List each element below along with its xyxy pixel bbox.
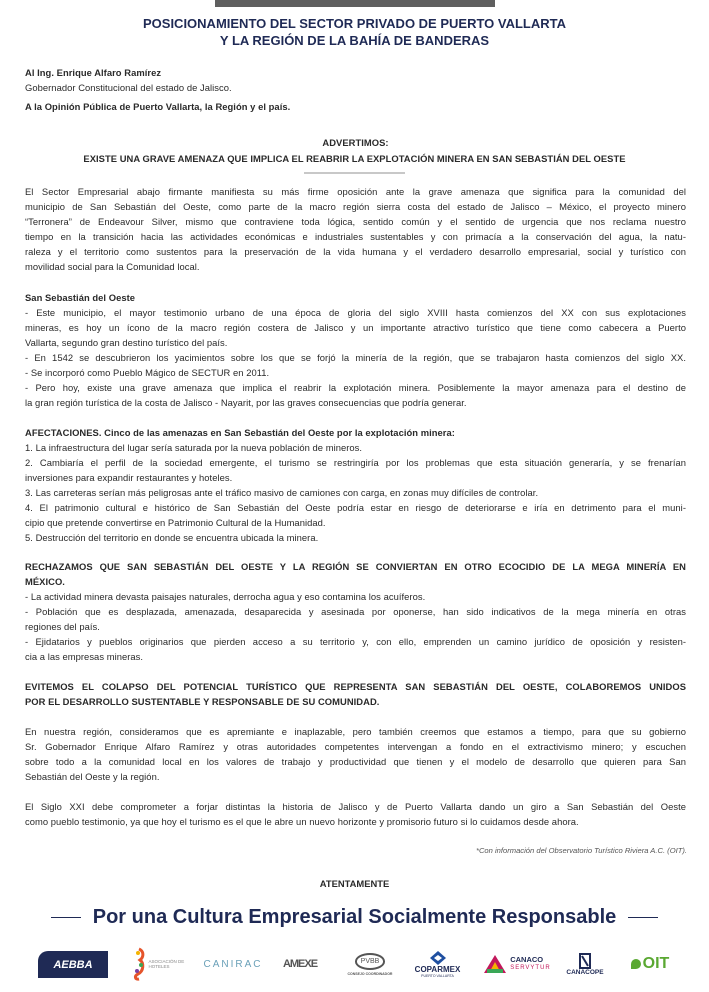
list-item: 4. El patrimonio cultural e histórico de San Sebastián del Oeste podría estar en riesgo de deteriorarse e iría en detrimento para el muni- — [25, 502, 686, 513]
pvbb-logo-text: PVBB — [355, 953, 386, 970]
text-line: raleza y el territorio como sustentos para la preservación de la vida humana y el verdadero desarrollo empresarial, social y turístico con — [25, 246, 686, 257]
list-item: - La actividad minera devasta paisajes naturales, derrocha agua y eso contamina los acuíferos. — [25, 591, 426, 602]
section-heading: AFECTACIONES. Cinco de las amenazas en San Sebastián del Oeste por la explotación minera: — [25, 427, 455, 438]
text-line: En nuestra región, consideramos que es apremiante e inaplazable, pero también creemos que estamos a tiempo, para que su gobierno — [25, 726, 686, 737]
oit-leaf-icon — [631, 959, 641, 969]
coparmex-logo-subtext: PUERTO VALLARTA — [421, 973, 454, 978]
oit-logo-text: OIT — [642, 955, 670, 972]
text-line: sobre todo a la comunidad local en los valores de trabajo y productividad que tienen y el modelo de desarrollo que quieren para San — [25, 756, 686, 767]
text-line: como pueblo testimonio, ya que hoy el turismo es el que le abre un nuevo horizonte y promisorio futuro si lo cuidamos desde ahora. — [25, 816, 579, 827]
sponsor-logos — [35, 945, 680, 985]
addressee-block — [25, 65, 686, 95]
text-line: movilidad social para la Comunidad local. — [25, 261, 200, 272]
canaco-logo-text: CANACO — [510, 955, 544, 964]
warning-heading: ADVERTIMOS: — [322, 137, 389, 148]
text-line: - Este municipio, el mayor testimonio urbano de una época de gloria del siglo XVIII hasta comienzos del XX con sus explotaciones — [25, 307, 686, 318]
list-item: inversiones para expandir restaurantes y hoteles. — [25, 472, 233, 483]
text-line: - Pero hoy, existe una grave amenaza que implica el reabrir la explotación minera. Posiblemente la mayor amenaza para el destino de — [25, 382, 686, 393]
siglo-paragraph — [25, 799, 686, 829]
pvbb-logo-subtext: CONSEJO COORDINADOR — [347, 971, 393, 976]
slogan-rule-right — [628, 917, 658, 918]
list-item: 1. La infraestructura del lugar sería saturada por la nueva población de mineros. — [25, 442, 363, 453]
section-heading: RECHAZAMOS QUE SAN SEBASTIÁN DEL OESTE Y LA REGIÓN SE CONVIERTAN EN OTRO ECOCIDIO DE LA MEGA MINERÍA EN — [25, 561, 686, 572]
section-heading: POR EL DESARROLLO SUSTENTABLE Y RESPONSABLE DE SU COMUNIDAD. — [25, 696, 380, 707]
addressee-name: Al Ing. Enrique Alfaro Ramírez — [25, 67, 162, 78]
document-title-line2: Y LA REGIÓN DE LA BAHÍA DE BANDERAS — [219, 33, 490, 48]
section-heading: EVITEMOS EL COLAPSO DEL POTENCIAL TURÍSTICO QUE REPRESENTA SAN SEBASTIÁN DEL OESTE, COLABOREMOS UNIDOS — [25, 681, 686, 692]
section-heading: San Sebastián del Oeste — [25, 292, 136, 303]
afectaciones-section — [25, 425, 686, 545]
text-line: Sr. Gobernador Enrique Alfaro Ramírez y otras autoridades competentes intervengan a fondo en el extractivismo minero; y escuchen — [25, 741, 686, 752]
text-line: - En 1542 se descubrieron los yacimientos sobre los que se forjó la minería de la región, que se trabajaron hasta comienzos del siglo XX. — [25, 352, 686, 363]
closing: ATENTAMENTE — [319, 878, 390, 889]
text-line: El Siglo XXI debe comprometer a forjar distintas la historia de Jalisco y de Puerto Vallarta dando un giro a San Sebastián del Oeste — [25, 801, 686, 812]
list-item: - Ejidatarios y pueblos originarios que pierden acceso a su territorio y, con ello, emprenden un camino jurídico de oposición y resisten- — [25, 636, 686, 647]
top-bar — [215, 0, 495, 7]
text-line: “Terronera” de Endeavour Silver, mismo que contraviene toda lógica, sentido común y el sentido de urgencia que nos reclama nuestro — [25, 216, 686, 227]
section-heading: MÉXICO. — [25, 576, 65, 587]
coparmex-logo — [405, 945, 470, 983]
coparmex-logo-text: COPARMEX — [414, 964, 461, 974]
canaco-logo-subtext: SERVYTUR — [510, 965, 551, 971]
rechazamos-section — [25, 559, 686, 664]
canacope-logo — [560, 945, 610, 983]
list-item: 2. Cambiaría el perfil de la sociedad emergente, el turismo se restringiría por los problemas que esta situación generaría, y se frenarían — [25, 457, 686, 468]
amexe-logo-text: AMEXE — [282, 958, 318, 970]
document-title-line1: POSICIONAMIENTO DEL SECTOR PRIVADO DE PUERTO VALLARTA — [142, 16, 567, 31]
list-item: cia a las empresas mineras. — [25, 651, 144, 662]
san-sebastian-section — [25, 290, 686, 410]
footnote: *Con información del Observatorio Turístico Riviera A.C. (OIT). — [475, 846, 687, 855]
slogan-text: Por una Cultura Empresarial Socialmente Responsable — [92, 906, 617, 928]
list-item: regiones del país. — [25, 621, 100, 632]
canacope-logo-text: CANACOPE — [566, 968, 604, 976]
pvbb-logo — [345, 945, 395, 983]
aebba-logo-text: AEBBA — [53, 958, 93, 971]
oit-logo — [625, 945, 675, 983]
public-addressee: A la Opinión Pública de Puerto Vallarta, la Región y el país. — [25, 101, 291, 112]
canacope-mark-icon — [579, 953, 591, 969]
intro-paragraph — [25, 184, 686, 274]
text-line: El Sector Empresarial abajo firmante manifiesta su más firme oposición ante la grave amenaza que significa para la comunidad del — [25, 186, 686, 197]
text-line: - Se incorporó como Pueblo Mágico de SECTUR en 2011. — [25, 367, 270, 378]
section-divider — [304, 172, 405, 174]
list-item: 5. Destrucción del territorio en donde se encuentra ubicada la minera. — [25, 532, 319, 543]
warning-subheading: EXISTE UNA GRAVE AMENAZA QUE IMPLICA EL REABRIR LA EXPLOTACIÓN MINERA EN SAN SEBASTIÁN DEL OESTE — [83, 153, 626, 164]
text-line: municipio de San Sebastián del Oeste, como parte de la macro región sierra costa del estado de Jalisco – México, el proyecto minero — [25, 201, 686, 212]
hoteles-logo-text: ASOCIACIÓN DE HOTELES — [148, 959, 185, 969]
evitemos-section — [25, 679, 686, 709]
coparmex-mark-icon — [430, 951, 446, 965]
region-paragraph — [25, 724, 686, 784]
text-line: la gran región turística de la costa de Jalisco - Nayarit, por las graves consecuencias que podría generar. — [25, 397, 467, 408]
text-line: Vallarta, segundo gran destino turístico del país. — [25, 337, 228, 348]
canirac-logo-text: CANIRAC — [203, 958, 263, 970]
canirac-logo — [203, 945, 263, 983]
list-item: - Población que es desplazada, amenazada, desaparecida y asesinada por oponerse, han sido indicativos de la mega minería en otras — [25, 606, 686, 617]
list-item: 3. Las carreteras serían más peligrosas ante el tráfico masivo de camiones con carga, en zonas muy difíciles de controlar. — [25, 487, 539, 498]
seahorse-icon — [132, 947, 146, 981]
text-line: mineras, es hoy un ícono de la macro región costera de Jalisco y un importante atractivo turístico que tiene como cabecera a Puerto — [25, 322, 686, 333]
text-line: Sebastián del Oeste y la región. — [25, 771, 160, 782]
slogan-rule-left — [51, 917, 81, 918]
addressee-role: Gobernador Constitucional del estado de Jalisco. — [25, 82, 232, 93]
canaco-triangle-icon — [484, 955, 506, 973]
amexe-logo — [275, 945, 325, 983]
text-line: tiempo en la transición hacia las actividades económicas e industriales sustentables y con primacía a la conservación del agua, la natu- — [25, 231, 686, 242]
canaco-logo — [480, 945, 555, 983]
aebba-logo — [38, 951, 108, 978]
slogan — [0, 903, 709, 931]
list-item: cipio que pretende convertirse en Patrimonio Cultural de la Humanidad. — [25, 517, 326, 528]
hoteles-logo — [125, 945, 205, 983]
